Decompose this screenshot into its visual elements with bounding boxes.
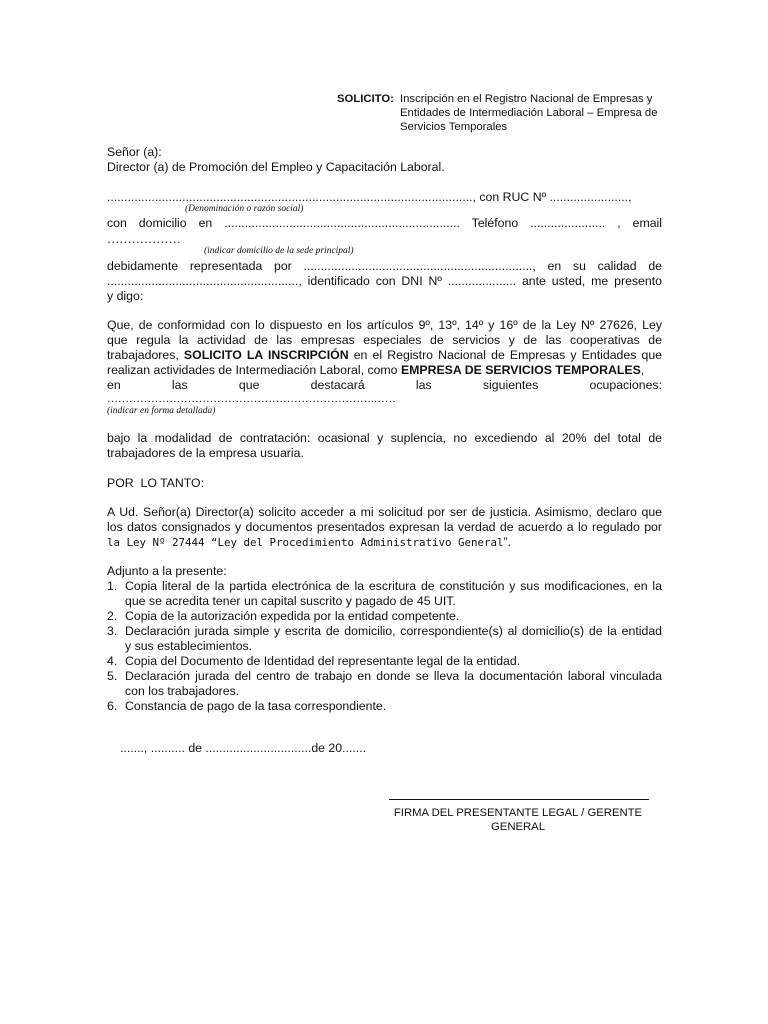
adjunto-list: [107, 579, 662, 714]
list-item: [107, 654, 662, 669]
hint-razon-social: (Denominación o razón social): [185, 204, 304, 214]
list-item-text: y sus establecimientos.: [125, 639, 253, 653]
que-bold-empresa: EMPRESA DE SERVICIOS TEMPORALES: [400, 363, 641, 377]
list-item-text: Declaración jurada del centro de trabajo en donde se lleva la documentación laboral vinculada: [125, 669, 662, 683]
que-line: [107, 348, 662, 363]
solicito-line: Entidades de Intermediación Laboral – Empresa de: [400, 107, 658, 119]
list-item-continuation: [107, 594, 662, 609]
list-item-text: con los trabajadores.: [125, 684, 240, 698]
list-item-number: 4.: [107, 654, 118, 668]
list-item-text: Copia de la autorización expedida por la entidad competente.: [125, 609, 460, 623]
modalidad-paragraph: [107, 431, 662, 461]
que-text: trabajadores,: [107, 348, 179, 362]
ud-ley-text: la Ley Nº 27444 “Ley del Procedimiento Administrativo General: [107, 536, 504, 549]
email-dots: ………………: [107, 232, 181, 246]
ud-line: [107, 535, 662, 550]
ud-paragraph: [107, 505, 662, 550]
solicito-line: Inscripción en el Registro Nacional de Empresas y: [400, 93, 653, 105]
hint-detallada: (indicar en forma detallada): [107, 406, 216, 416]
representante-line: ........................................................, identificado con DNI Nº .................... ante usted, me presento: [107, 274, 662, 288]
list-indent: [107, 684, 125, 699]
que-line: en las que destacará las siguientes ocupaciones:: [107, 378, 662, 392]
solicito-line: Servicios Temporales: [400, 121, 508, 133]
ud-line: A Ud. Señor(a) Director(a) solicito acceder a mi solicitud por ser de justicia. Asimismo, declaro que: [107, 505, 662, 519]
list-item: [107, 609, 662, 624]
addressee-greeting: Señor (a):: [107, 145, 162, 159]
domicilio-line: con domicilio en ..................................................................... Teléfono ...................... , email: [107, 216, 662, 230]
que-text: ,: [640, 363, 645, 377]
list-item: [107, 669, 662, 684]
adjunto-title: Adjunto a la presente:: [107, 564, 227, 578]
list-item-text: que se acredita tener un capital suscrito y pagado de 45 UIT.: [125, 594, 456, 608]
por-lo-tanto: POR LO TANTO:: [107, 476, 205, 490]
firma-text: [380, 806, 656, 834]
list-item: [107, 624, 662, 639]
fecha-line: ......., .......... de ...............................de 20.......: [120, 741, 367, 755]
list-indent: [107, 594, 125, 609]
modalidad-line: bajo la modalidad de contratación: ocasional y suplencia, no excediendo al 20% del total de: [107, 431, 662, 445]
list-item: [107, 579, 662, 594]
list-item-text: Constancia de pago de la tasa correspondiente.: [125, 699, 387, 713]
firma-line: [389, 799, 649, 800]
que-bold-solicito: SOLICITO LA INSCRIPCIÓN: [183, 348, 349, 362]
que-text: realizan actividades de Intermediación Laboral, como: [107, 363, 398, 377]
solicito-label: SOLICITO:: [337, 93, 394, 105]
que-line: que regula la actividad de las empresas especiales de servicios y de las cooperativas de: [107, 333, 662, 347]
que-line: [107, 363, 662, 378]
list-item-number: 6.: [107, 699, 118, 713]
list-item-continuation: [107, 639, 662, 654]
addressee-title: Director (a) de Promoción del Empleo y Capacitación Laboral.: [107, 160, 445, 174]
list-item-number: 3.: [107, 624, 118, 638]
addressee: [107, 145, 667, 175]
representante-line: y digo:: [107, 289, 144, 303]
solicito-text: [400, 92, 657, 134]
que-text: en el Registro Nacional de Empresas y Entidades que: [353, 348, 663, 362]
company-name-line: ..........................................................................................................., con RUC Nº .......................,: [107, 190, 632, 204]
hint-domicilio: (indicar domicilio de la sede principal): [204, 246, 354, 256]
modalidad-line: trabajadores de la empresa usuaria.: [107, 446, 304, 460]
list-item-number: 2.: [107, 609, 118, 623]
ud-text: ”.: [503, 535, 512, 549]
list-item: [107, 699, 662, 714]
que-dots: ……………………………………………………………….……: [107, 393, 396, 405]
list-item-text: Copia literal de la partida electrónica de la escritura de constitución y sus modificaciones, en la: [125, 579, 662, 593]
ud-line: los datos consignados y documentos presentados expresan la verdad de acuerdo a lo regulado por: [107, 520, 662, 534]
list-item-number: 5.: [107, 669, 118, 683]
firma-line1: FIRMA DEL PRESENTANTE LEGAL / GERENTE: [393, 807, 643, 819]
firma-line2: GENERAL: [491, 821, 545, 833]
list-item-continuation: [107, 684, 662, 699]
list-item-number: 1.: [107, 579, 118, 593]
que-paragraph: [107, 318, 662, 406]
que-line: Que, de conformidad con lo dispuesto en los artículos 9º, 13º, 14º y 16º de la Ley Nº 27626, Ley: [107, 318, 662, 332]
representante-block: [107, 259, 662, 304]
representante-line: debidamente representada por ..................................................................., en su calidad de: [107, 259, 662, 273]
list-item-text: Copia del Documento de Identidad del representante legal de la entidad.: [125, 654, 521, 668]
list-indent: [107, 639, 125, 654]
list-item-text: Declaración jurada simple y escrita de domicilio, correspondiente(s) al domicilio(s) de la entidad: [125, 624, 662, 638]
